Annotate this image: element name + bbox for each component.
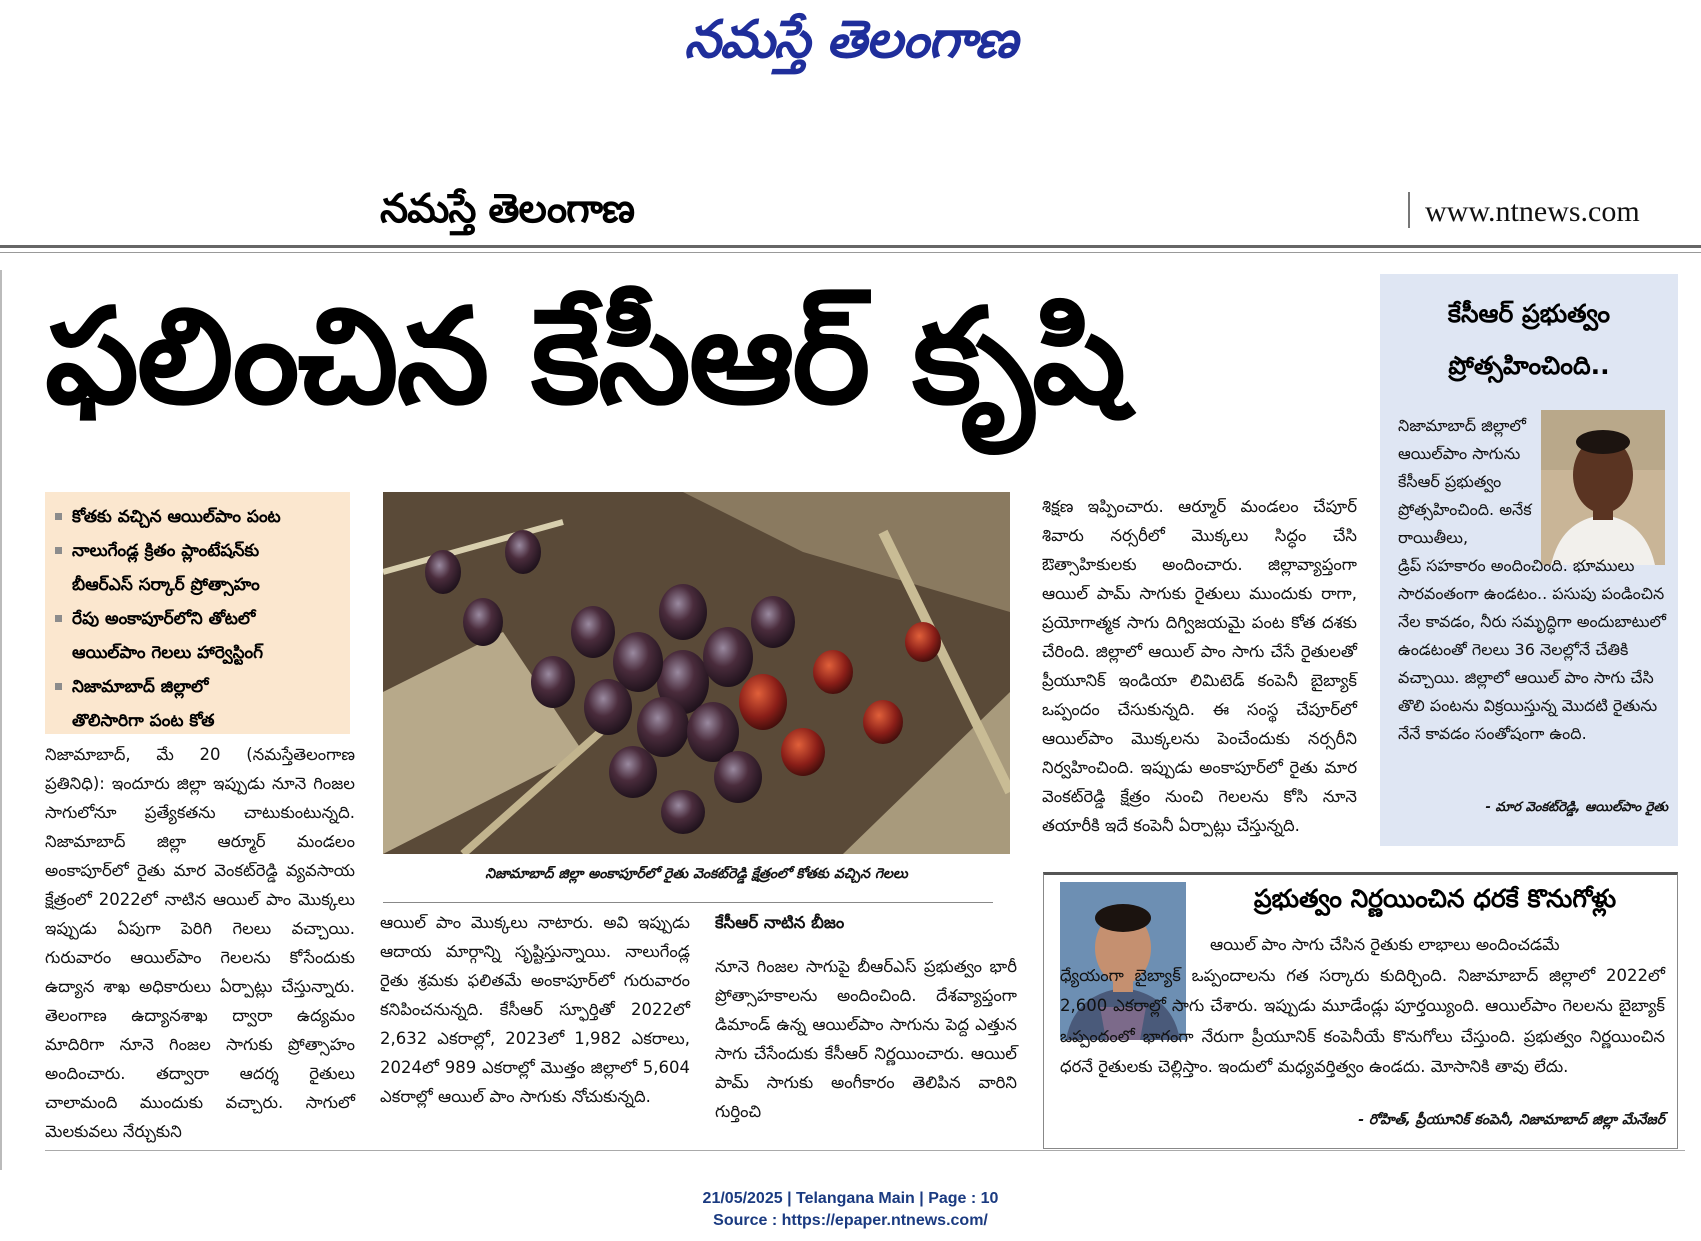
- box-body: ఆయిల్ పాం సాగు చేసిన రైతుకు లాభాలు అందించడమే ధ్యేయంగా బైబ్యాక్ ఒప్పందాలను గత సర్కారు కుదిర్చింది. నిజామాబాద్ జిల్లాలో 2022లో 2,600 ఎకరాల్లో సాగు చేశారు. ఇప్పుడు మూడేండ్లు పూర్తయ్యింది. ఆయిల్‌పాం గెలలను బైబ్యాక్ ఒప్పందంలో భాగంగా నేరుగా ప్రీయూనిక్ కంపెనీయే కొనుగోలు చేస్తుంది. ప్రభుత్వం నిర్ణయించిన ధరనే రైతులకు చెల్లిస్తాం. ఇందులో మధ్యవర్తిత్వం ఉండదు. మోసానికి తావు లేదు.: [1060, 935, 1665, 1076]
- header-rule-thin: [0, 252, 1701, 253]
- header-rule: [0, 245, 1701, 248]
- strip-divider: [1408, 192, 1410, 228]
- article-column-1: నిజామాబాద్, మే 20 (నమస్తేతెలంగాణ ప్రతినిధి): ఇందూరు జిల్లా ఇప్పుడు నూనె గింజల సాగులోనూ ప్రత్యేకతను చాటుకుంటున్నది. నిజామాబాద్ జిల్లా ఆర్మూర్ మండలం అంకాపూర్‌లో రైతు మార వెంకట్‌రెడ్డి వ్యవసాయ క్షేత్రంలో 2022లో నాటిన ఆయిల్ పాం మొక్కలు ఇప్పుడు ఏపుగా పెరిగి గెలలు వచ్చాయి. గురువారం ఆయిల్‌పాం గెలలను కోసేందుకు ఉద్యాన శాఖ అధికారులు ఏర్పాట్లు చేస్తున్నారు. తెలంగాణ ఉద్యానశాఖ ద్వారా ఉద్యమం మాదిరిగా నూనె గింజల సాగుకు ప్రోత్సాహం అందించారు. తద్వారా ఆదర్శ రైతులు చాలామంది ముందుకు వచ్చారు. సాగులో మెలకువలు నేర్చుకుని: [45, 745, 355, 1141]
- article-column-4: శిక్షణ ఇప్పించారు. ఆర్మూర్ మండలం చేపూర్ శివారు నర్సరీలో మొక్కలు సిద్ధం చేసి ఔత్సాహికులకు అందించారు. జిల్లావ్యాప్తంగా ఆయిల్ పామ్ సాగుకు రైతులు ముందుకు రాగా, ప్రయోగాత్మక సాగు దిగ్విజయమై పంట కోత దశకు చేరింది. జిల్లాలో ఆయిల్ పాం సాగు చేసే రైతులతో ప్రీయూనిక్ ఇండియా లిమిటెడ్ కంపెనీ బైబ్యాక్ ఒప్పందం చేసుకున్నది. ఈ సంస్థ చేపూర్‌లో ఆయిల్‌పాం మొక్కలను పెంచేందుకు నర్సరీని నిర్వహించింది. ఇప్పుడు అంకాపూర్‌లో రైతు మార వెంకట్‌రెడ్డి క్షేత్రం నుంచి గెలలను కోసి నూనె తయారీకి ఇదే కంపెనీ ఏర్పాట్లు చేస్తున్నది.: [1042, 497, 1357, 835]
- bottom-rule: [45, 1150, 1685, 1151]
- highlight-item: నిజామాబాద్ జిల్లాలో: [55, 670, 342, 704]
- headline: ఫలించిన కేసీఆర్ కృషి: [45, 280, 1125, 434]
- bullet-icon: [55, 615, 62, 622]
- photo-caption: నిజామాబాద్ జిల్లా అంకాపూర్‌లో రైతు వెంకట్‌రెడ్డి క్షేత్రంలో కోతకు వచ్చిన గెలలు: [485, 866, 908, 882]
- sidebar-heading: కేసీఆర్ ప్రభుత్వం ప్రోత్సహించింది..: [1447, 299, 1611, 380]
- bullet-icon: [55, 547, 62, 554]
- footer-date-edition: 21/05/2025 | Telangana Main | Page : 10: [702, 1190, 999, 1207]
- site-url[interactable]: www.ntnews.com: [1425, 195, 1640, 228]
- highlight-item: నాలుగేండ్ల క్రితం ప్లాంటేషన్‌కు: [55, 534, 342, 568]
- page-border: [0, 270, 2, 1170]
- highlight-item: కోతకు వచ్చిన ఆయిల్‌పాం పంట: [55, 500, 342, 534]
- box-heading: ప్రభుత్వం నిర్ణయించిన ధరకే కొనుగోళ్లు: [1253, 884, 1617, 913]
- highlights-box: [45, 492, 350, 734]
- page-footer: [0, 1188, 1701, 1232]
- bullet-icon: [55, 683, 62, 690]
- article-column-3-text: నూనె గింజల సాగుపై బీఆర్‌ఎస్ ప్రభుత్వం భారీ ప్రోత్సాహకాలను అందించింది. దేశవ్యాప్తంగా డిమాండ్ ఉన్న ఆయిల్‌పాం సాగును పెద్ద ఎత్తున సాగు చేసేందుకు కేసీఆర్ నిర్ణయించారు. ఆయిల్ పామ్ సాగుకు అంగీకారం తెలిపిన వారిని గుర్తించి: [715, 957, 1017, 1121]
- footer-source-link[interactable]: Source : https://epaper.ntnews.com/: [713, 1212, 988, 1229]
- article-column-3: [715, 908, 1017, 1126]
- highlight-item-cont: ఆయిల్‌పాం గెలలు హార్వెస్టింగ్: [72, 643, 264, 663]
- highlight-item-cont: తొలిసారిగా పంట కోత: [72, 711, 215, 731]
- oil-palm-fruit-photo: [383, 492, 1010, 854]
- subheading: కేసీఆర్ నాటిన బీజం: [715, 913, 845, 932]
- sidebar-quote-text: నిజామాబాద్ జిల్లాలో ఆయిల్‌పాం సాగును కేసీఆర్ ప్రభుత్వం ప్రోత్సహించింది. అనేక రాయితీలు, డ్రిప్ సహకారం అందించింది. భూములు సారవంతంగా ఉండటం.. పసుపు పండించిన నేల కావడం, నీరు సమృద్ధిగా అందుబాటులో ఉండటంతో గెలలు 36 నెలల్లోనే చేతికి వచ్చాయి. జిల్లాలో ఆయిల్ పాం సాగు చేసి తొలి పంటను విక్రయిస్తున్న మొదటి రైతును నేనే కావడం సంతోషంగా ఉంది.: [1398, 416, 1666, 743]
- masthead-logo: నమస్తే తెలంగాణ: [684, 10, 1017, 70]
- bullet-icon: [55, 513, 62, 520]
- sidebar-credit: - మార వెంకట్‌రెడ్డి, ఆయిల్‌పాం రైతు: [1485, 800, 1668, 815]
- article-column-2: ఆయిల్ పాం మొక్కలు నాటారు. అవి ఇప్పుడు ఆదాయ మార్గాన్ని సృష్టిస్తున్నాయి. నాలుగేండ్ల రైతు శ్రమకు ఫలితమే అంకాపూర్‌లో గురువారం కనిపించనున్నది. కేసీఆర్ స్ఫూర్తితో 2022లో 2,632 ఎకరాల్లో, 2023లో 1,982 ఎకరాలు, 2024లో 989 ఎకరాల్లో మొత్తం జిల్లాలో 5,604 ఎకరాల్లో ఆయిల్ పాం సాగుకు నోచుకున్నది.: [380, 913, 690, 1106]
- highlight-item: రేపు అంకాపూర్‌లోని తోటలో: [55, 602, 342, 636]
- caption-rule: [383, 902, 993, 903]
- highlight-item-cont: బీఆర్‌ఎస్ సర్కార్ ప్రోత్సాహం: [72, 575, 260, 595]
- section-strip-name: నమస్తే తెలంగాణ: [380, 186, 635, 232]
- box-credit: - రోహిత్, ప్రీయూనిక్ కంపెనీ, నిజామాబాద్ జిల్లా మేనేజర్: [1358, 1112, 1665, 1128]
